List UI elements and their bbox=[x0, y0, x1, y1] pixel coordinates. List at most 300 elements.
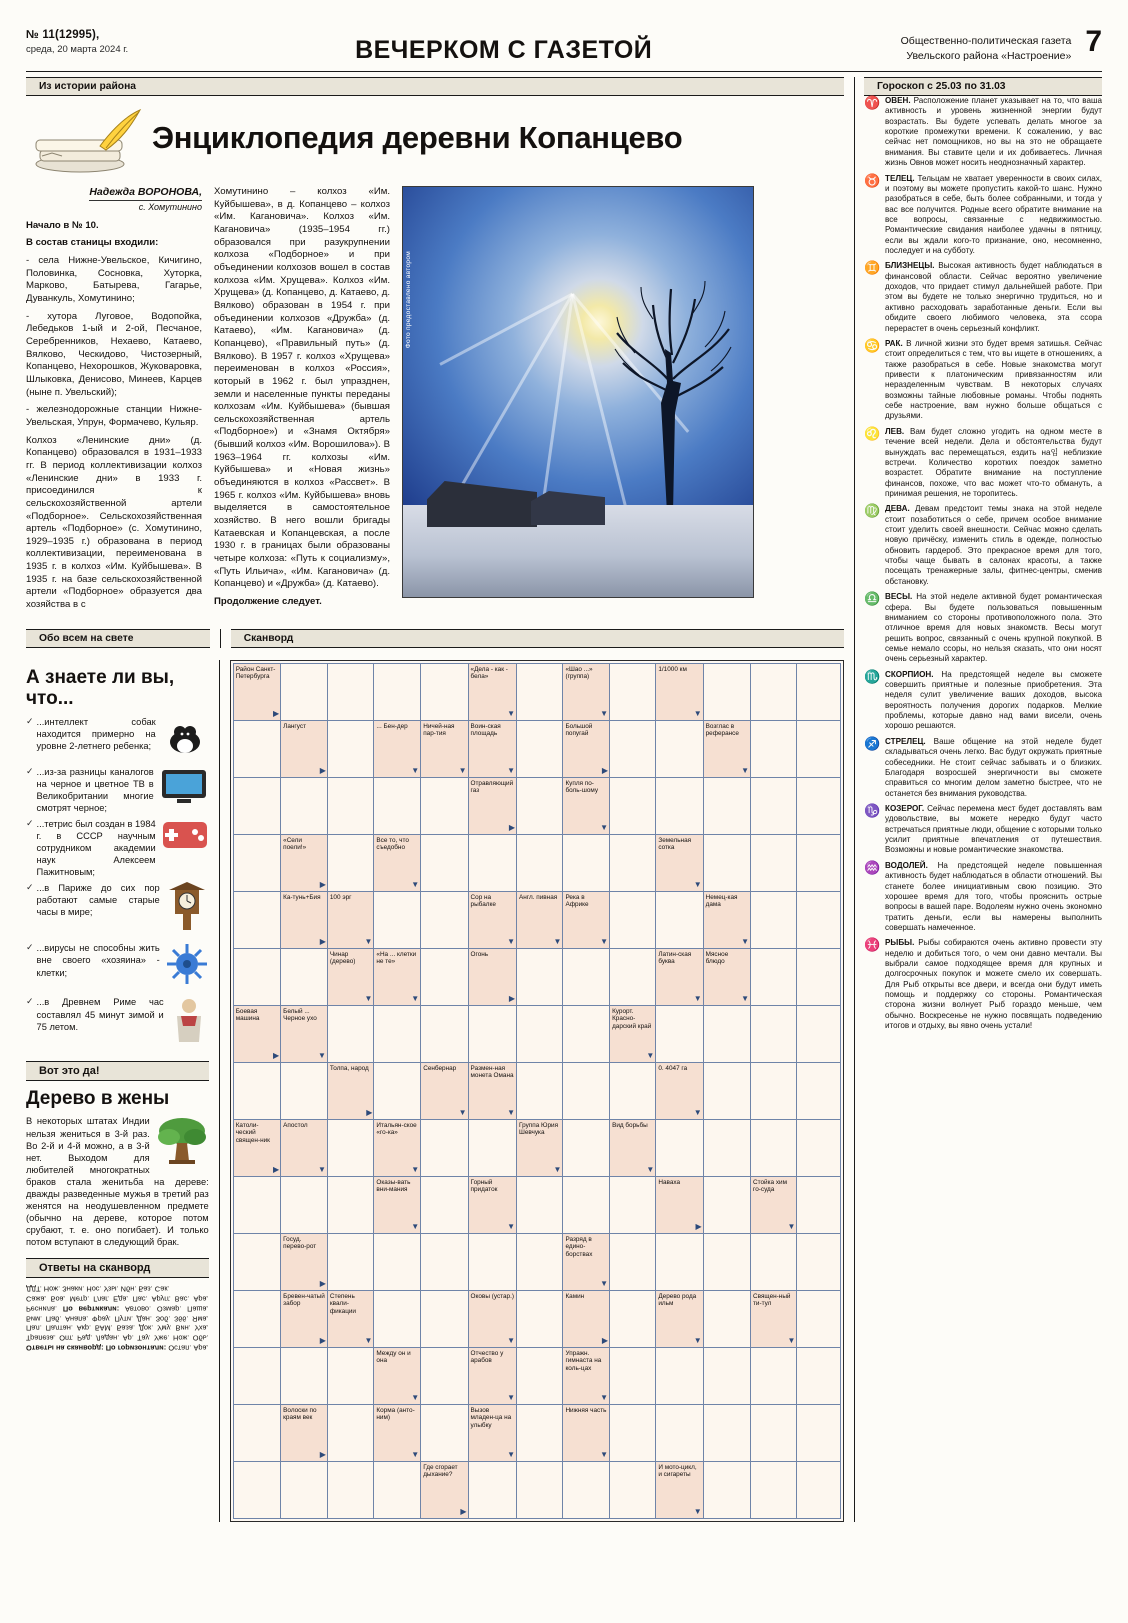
crossword-answer-cell[interactable] bbox=[610, 1290, 656, 1347]
decorative-icon bbox=[165, 882, 209, 935]
crossword-answer-cell[interactable] bbox=[751, 720, 797, 777]
crossword-clue-cell: Священ-ный ти-тул ▼ bbox=[751, 1290, 797, 1347]
crossword-answer-cell[interactable] bbox=[751, 891, 797, 948]
crossword-row bbox=[233, 1404, 840, 1461]
crossword-answer-cell[interactable] bbox=[327, 663, 374, 720]
crossword-answer-cell[interactable] bbox=[751, 948, 797, 1005]
crossword-clue-cell: Огонь ▶ bbox=[468, 948, 516, 1005]
crossword-answer-cell[interactable] bbox=[656, 1404, 703, 1461]
paragraph: - хутора Луговое, Водопойка, Лебедьков 1-ый и 2-ой, Песчаное, Серебренников, Нехаево, Катаево, Вялково, Ческидово, Чистозерный, Копанцево, Нехорошков, Жуковаровка, Шлыковка, Денисово, Минеев, Карцев (ныне п. Увельский); bbox=[26, 310, 202, 398]
crossword-answer-cell[interactable] bbox=[797, 1290, 841, 1347]
crossword-answer-cell[interactable] bbox=[656, 891, 703, 948]
crossword-row bbox=[233, 1347, 840, 1404]
crossword-answer-cell[interactable] bbox=[656, 1119, 703, 1176]
crossword-clue-cell: Сор на рыбалке ▼ bbox=[468, 891, 516, 948]
crossword-answer-cell[interactable] bbox=[751, 1347, 797, 1404]
know-item-text: ...из-за разницы каналогов на черное и цветное ТВ в Великобритании многие смотрят черное; bbox=[37, 766, 209, 814]
crossword-clue-cell: Река в Африке ▼ bbox=[563, 891, 610, 948]
crossword-answer-cell[interactable] bbox=[281, 663, 328, 720]
crossword-answer-cell[interactable] bbox=[281, 1461, 328, 1518]
crossword-row bbox=[233, 777, 840, 834]
crossword-answer-cell[interactable] bbox=[751, 1461, 797, 1518]
crossword-clue-cell: Боевая машина ▶ bbox=[233, 1005, 280, 1062]
zodiac-sign-name: ЛЕВ. bbox=[885, 426, 905, 436]
crossword-clue-cell: Размен-ная монета Омана ▼ bbox=[468, 1062, 516, 1119]
arrow-down-icon: ▼ bbox=[411, 1450, 420, 1460]
crossword-clue-cell: Чинар (дерево) ▼ bbox=[327, 948, 374, 1005]
arrow-right-icon: ▶ bbox=[366, 1108, 373, 1118]
crossword-row bbox=[233, 663, 840, 720]
crossword-clue-cell: Стойка хим го-суда ▼ bbox=[751, 1176, 797, 1233]
crossword-answer-cell[interactable] bbox=[281, 1176, 328, 1233]
crossword-answer-cell[interactable] bbox=[517, 1062, 563, 1119]
crossword-answer-cell[interactable] bbox=[421, 1347, 468, 1404]
article-title: Энциклопедия деревни Копанцево bbox=[152, 120, 683, 155]
crossword-answer-cell[interactable] bbox=[797, 834, 841, 891]
crossword-answer-cell[interactable] bbox=[610, 720, 656, 777]
masthead-rule bbox=[26, 71, 1102, 72]
crossword-answer-cell[interactable] bbox=[797, 720, 841, 777]
crossword-answer-cell[interactable] bbox=[610, 1233, 656, 1290]
crossword-clue-cell: Нижняя часть ▼ bbox=[563, 1404, 610, 1461]
arrow-down-icon: ▼ bbox=[646, 1051, 655, 1061]
arrow-right-icon: ▶ bbox=[695, 1222, 702, 1232]
arrow-down-icon: ▼ bbox=[600, 1450, 609, 1460]
decorative-icon bbox=[161, 716, 209, 759]
arrow-down-icon: ▼ bbox=[507, 1393, 515, 1403]
crossword-answer-cell[interactable] bbox=[656, 777, 703, 834]
wow-text bbox=[26, 1115, 209, 1248]
crossword-answer-cell[interactable] bbox=[610, 777, 656, 834]
crossword-answer-cell[interactable] bbox=[327, 1461, 374, 1518]
crossword-answer-cell[interactable] bbox=[703, 1233, 750, 1290]
arrow-down-icon: ▼ bbox=[787, 1222, 796, 1232]
crossword-answer-cell[interactable] bbox=[421, 1404, 468, 1461]
horoscope-column bbox=[854, 96, 1102, 1522]
check-icon: ✓ bbox=[26, 942, 34, 953]
crossword-answer-cell[interactable] bbox=[233, 777, 280, 834]
crossword-answer-cell[interactable] bbox=[421, 1290, 468, 1347]
crossword-answer-cell[interactable] bbox=[233, 720, 280, 777]
paragraph: Хомутинино – колхоз «Им. Куйбышева», в д. Копанцево – колхоз «Им. Кагановича». Колхоз «Им. Кагановича» (1935–1954 гг.) образовался при разукрупнении колхоза «Подборное» и при объединении колхозов вошел в состав колхоза «Им. Хрущева». Колхоз «Им. Хрущева» (д. Копанцево, д. Катаево, д. Вялково) образован в 1954 г. при объединении колхозов «Дружба» (д. Катаево), «Им. Кагановича» (д. Копанцево), «Правильный путь» (д. Вялково). В 1957 г. колхоз «Хрущева» переименован в колхоз «Россия», который в 1962 г. был упразднен, земли и населенные пункты переданы колхозам «Им. Куйбышева» (бывшая сельскохозяйственная артель «Подборное») и «Знамя Октября» (бывший колхоз «Им. Ворошилова»). В 1963–1964 гг. колхозы «Им. Куйбышева» и «Новая жизнь» объединяются в колхоз «Рассвет». В 1965 г. колхоз «Им. Куйбышева» вновь выделяется в самостоятельное хозяйство. В него вошли бригады Катаевская и Копанцевская, а после 1930 г. в границах были образованы четыре колхоза: «Путь к социализму», «Путь Ильича», «Им. Кагановича» (д. Копанцево) и «Дружба» (д. Катаево). bbox=[214, 186, 390, 590]
arrow-right-icon: ▶ bbox=[319, 766, 326, 776]
crossword-answer-cell[interactable] bbox=[797, 891, 841, 948]
crossword-answer-cell[interactable] bbox=[281, 777, 328, 834]
crossword-clue-cell: Католи-ческий священ-ник ▶ bbox=[233, 1119, 280, 1176]
arrow-down-icon: ▼ bbox=[364, 994, 373, 1004]
crossword-answer-cell[interactable] bbox=[703, 1461, 750, 1518]
crossword-answer-cell[interactable] bbox=[233, 1404, 280, 1461]
crossword-answer-cell[interactable] bbox=[374, 1005, 421, 1062]
check-icon: ✓ bbox=[26, 817, 34, 828]
horoscope-text: ДЕВА. Девам предстоит темы знака на этой неделе стоит позаботиться о себе, причем особое внимание стоит уделить своей внешности. Сейчас можно сделать новую причёску, изменить стиль в одежде, полностью обновить гардероб. Это прекрасное время для того, чтобы чаще бывать в салонах красоты, а также посещать тренажерные залы, фитнес-центры, сменив обстановку. bbox=[885, 504, 1102, 586]
arrow-right-icon: ▶ bbox=[508, 823, 515, 833]
bar-wow-label: Вот это да! bbox=[39, 1064, 100, 1077]
crossword-answer-cell[interactable] bbox=[656, 720, 703, 777]
left-sidebar bbox=[26, 660, 220, 1522]
crossword-clue-cell: Степень квали-фикации ▼ bbox=[327, 1290, 374, 1347]
horoscope-text: СКОРПИОН. На предстоящей неделе вы сможете совершить приятные и полезные приобретения. Эта неделя сулит увеличение ваших доходов, высока вероятность получения дорогих подарков. Мелкие проблемы, которые давно над вами висели, очень хорошо решаются. bbox=[885, 669, 1102, 731]
crossword-answer-cell[interactable] bbox=[751, 1404, 797, 1461]
crossword-answer-cell[interactable] bbox=[281, 1062, 328, 1119]
arrow-down-icon: ▼ bbox=[317, 1165, 326, 1175]
crossword-answer-cell[interactable] bbox=[233, 1062, 280, 1119]
crossword-answer-cell[interactable] bbox=[563, 1461, 610, 1518]
arrow-right-icon: ▶ bbox=[601, 1336, 609, 1346]
horoscope-item bbox=[864, 261, 1102, 334]
crossword-answer-cell[interactable] bbox=[374, 663, 421, 720]
crossword-answer-cell[interactable] bbox=[421, 777, 468, 834]
crossword-answer-cell[interactable] bbox=[610, 1404, 656, 1461]
crossword-clue-cell: Горный придаток ▼ bbox=[468, 1176, 516, 1233]
zodiac-sign-name: ДЕВА. bbox=[885, 504, 910, 514]
crossword-answer-cell[interactable] bbox=[517, 1347, 563, 1404]
know-list bbox=[26, 716, 209, 1051]
crossword-clue-cell: Вид борьбы ▼ bbox=[610, 1119, 656, 1176]
crossword-answer-cell[interactable] bbox=[610, 1461, 656, 1518]
horoscope-list bbox=[864, 96, 1102, 1032]
crossword-answer-cell[interactable] bbox=[703, 663, 750, 720]
crossword-answer-cell[interactable] bbox=[327, 720, 374, 777]
crossword-clue-cell: ... Бен-дер ▼ bbox=[374, 720, 421, 777]
crossword-answer-cell[interactable] bbox=[751, 834, 797, 891]
issue-date: среда, 20 марта 2024 г. bbox=[26, 43, 129, 55]
zodiac-1-icon: ♈ bbox=[864, 95, 881, 110]
crossword-clue-cell: Англ. пивная ▼ bbox=[517, 891, 563, 948]
crossword-clue-cell: «Дела - как - бела» ▼ bbox=[468, 663, 516, 720]
crossword-answer-cell[interactable] bbox=[610, 1062, 656, 1119]
crossword-clue-cell: Мясное блюдо ▼ bbox=[703, 948, 750, 1005]
horoscope-text: КОЗЕРОГ. Сейчас перемена мест будет доставлять вам удовольствие, вы можете нередко будут часто встречаться приятные люди, общение с которыми только усилит приятные впечатления от путешествия. Возможны и новые романтические знакомства. bbox=[885, 804, 1102, 855]
crossword-answer-cell[interactable] bbox=[517, 1404, 563, 1461]
decorative-icon bbox=[161, 818, 209, 855]
crossword-answer-cell[interactable] bbox=[797, 777, 841, 834]
crossword-clue-cell: Госуд. перево-рот ▶ bbox=[281, 1233, 328, 1290]
crossword-answer-cell[interactable] bbox=[751, 663, 797, 720]
crossword-answer-cell[interactable] bbox=[797, 948, 841, 1005]
crossword-answer-cell[interactable] bbox=[327, 777, 374, 834]
crossword-answer-cell[interactable] bbox=[327, 1119, 374, 1176]
crossword-answer-cell[interactable] bbox=[610, 663, 656, 720]
arrow-right-icon: ▶ bbox=[319, 1450, 326, 1460]
crossword-answer-cell[interactable] bbox=[703, 834, 750, 891]
arrow-down-icon: ▼ bbox=[364, 937, 373, 947]
crossword-clue-cell: Где сгорает дыхание? ▶ bbox=[421, 1461, 468, 1518]
crossword-answer-cell[interactable] bbox=[656, 1005, 703, 1062]
crossword-answer-cell[interactable] bbox=[703, 1404, 750, 1461]
crossword-answer-cell[interactable] bbox=[468, 1005, 516, 1062]
arrow-down-icon: ▼ bbox=[458, 766, 467, 776]
arrow-down-icon: ▼ bbox=[553, 937, 562, 947]
answers-horizontal-label: По горизонтали: bbox=[105, 1343, 167, 1353]
crossword-answer-cell[interactable] bbox=[327, 1347, 374, 1404]
bar-horoscope-label: Гороскоп с 25.03 по 31.03 bbox=[877, 81, 1006, 92]
crossword-answer-cell[interactable] bbox=[610, 891, 656, 948]
crossword-clue-cell: Корма (анто-ним) ▼ bbox=[374, 1404, 421, 1461]
crossword-answer-cell[interactable] bbox=[233, 948, 280, 1005]
crossword-answer-cell[interactable] bbox=[703, 1347, 750, 1404]
know-title: А знаете ли вы, что... bbox=[26, 666, 175, 709]
crossword-clue-cell: Камин ▶ bbox=[563, 1290, 610, 1347]
crossword-answer-cell[interactable] bbox=[233, 1176, 280, 1233]
crossword-answer-cell[interactable] bbox=[517, 777, 563, 834]
masthead bbox=[26, 25, 1102, 65]
crossword-clue-cell: Латин-ская буква ▼ bbox=[656, 948, 703, 1005]
crossword-answer-cell[interactable] bbox=[797, 1347, 841, 1404]
crossword-answer-cell[interactable] bbox=[421, 834, 468, 891]
arrow-down-icon: ▼ bbox=[507, 1336, 515, 1346]
crossword-answer-cell[interactable] bbox=[563, 1176, 610, 1233]
arrow-down-icon: ▼ bbox=[693, 1336, 702, 1346]
crossword-clue-cell: 1/1000 км ▼ bbox=[656, 663, 703, 720]
crossword-answer-cell[interactable] bbox=[703, 1062, 750, 1119]
crossword-clue-cell: Ка-тунь+Бия ▶ bbox=[281, 891, 328, 948]
know-item-text: ...тетрис был создан в 1984 г. в СССР научным сотрудником академии наук Алексеем Пажитновым; bbox=[37, 818, 209, 878]
arrow-down-icon: ▼ bbox=[411, 880, 420, 890]
crossword-answer-cell[interactable] bbox=[797, 1062, 841, 1119]
arrow-down-icon: ▼ bbox=[693, 1507, 702, 1517]
crossword-answer-cell[interactable] bbox=[751, 1062, 797, 1119]
crossword-answer-cell[interactable] bbox=[703, 1119, 750, 1176]
bar-scanword-label: Сканворд bbox=[243, 632, 294, 644]
photo-credit: Фото предоставлено автором bbox=[405, 251, 412, 349]
crossword-answer-cell[interactable] bbox=[468, 1119, 516, 1176]
crossword-answer-cell[interactable] bbox=[703, 777, 750, 834]
decorative-icon bbox=[159, 766, 209, 809]
crossword-answer-cell[interactable] bbox=[421, 948, 468, 1005]
crossword-answer-cell[interactable] bbox=[421, 1233, 468, 1290]
crossword-answer-cell[interactable] bbox=[751, 1119, 797, 1176]
decorative-icon bbox=[165, 942, 209, 989]
crossword-clue-cell: «Шао ...» (группа) ▼ bbox=[563, 663, 610, 720]
zodiac-sign-name: РЫБЫ. bbox=[885, 938, 915, 948]
tree-silhouette bbox=[595, 263, 745, 513]
crossword-answer-cell[interactable] bbox=[797, 663, 841, 720]
horoscope-text: ТЕЛЕЦ. Тельцам не хватает уверенности в своих силах, и поэтому вы можете пропустить какой-то шанс. Нужно разобраться в себе, быть более собранными, и тогда у вас все получится. Родные всего обратите внимание на все вопросы, связанные с недвижимостью. Романтические свидания наиболее удачны в пятницу, если вы ждали кого-то признание, оно, несомненно, последует и на субботу. bbox=[885, 173, 1102, 256]
arrow-down-icon: ▼ bbox=[364, 1336, 373, 1346]
arrow-down-icon: ▼ bbox=[600, 823, 609, 833]
crossword-answer-cell[interactable] bbox=[563, 1005, 610, 1062]
article-column-1 bbox=[26, 186, 202, 617]
crossword-answer-cell[interactable] bbox=[327, 1404, 374, 1461]
crossword-answer-cell[interactable] bbox=[610, 948, 656, 1005]
know-list-item bbox=[26, 818, 209, 878]
arrow-down-icon: ▼ bbox=[507, 709, 515, 719]
zodiac-7-icon: ♎ bbox=[864, 591, 881, 607]
crossword-answer-cell[interactable] bbox=[563, 1119, 610, 1176]
crossword-answer-cell[interactable] bbox=[281, 1347, 328, 1404]
crossword-answer-cell[interactable] bbox=[703, 1005, 750, 1062]
crossword-answer-cell[interactable] bbox=[468, 834, 516, 891]
crossword-answer-cell[interactable] bbox=[797, 1119, 841, 1176]
crossword-answer-cell[interactable] bbox=[610, 1176, 656, 1233]
crossword-answer-cell[interactable] bbox=[703, 1290, 750, 1347]
crossword-answer-cell[interactable] bbox=[610, 834, 656, 891]
crossword-answer-cell[interactable] bbox=[517, 1176, 563, 1233]
answers-title: Ответы на сканворд: bbox=[26, 1343, 104, 1353]
crossword-answer-cell[interactable] bbox=[468, 1233, 516, 1290]
crossword-row bbox=[233, 1005, 840, 1062]
horoscope-text: РЫБЫ. Рыбы собираются очень активно провести эту неделю и добиться того, о чем они давно мечтали. Вы выбрали самое подходящее время для крупных и долгосрочных покупок и можете смело их совершать. Для Рыб открыты все двери, и всегда они будут иметь помощь и поддержку со стороны. Романтическая сторона жизни волнует Рыб гораздо меньше, чем обычно. Воскресенье не нужно посвящать подведению итогов и отдыху, вы явно очень устали! bbox=[885, 938, 1102, 1031]
arrow-down-icon: ▼ bbox=[411, 1222, 420, 1232]
arrow-down-icon: ▼ bbox=[507, 1450, 515, 1460]
crossword-row bbox=[233, 1290, 840, 1347]
crossword-answer-cell[interactable] bbox=[327, 834, 374, 891]
arrow-down-icon: ▼ bbox=[507, 937, 515, 947]
crossword-clue-cell: Ничей-ная пар-тия ▼ bbox=[421, 720, 468, 777]
article-photo bbox=[402, 186, 754, 617]
bar-history-label: Из истории района bbox=[39, 81, 137, 92]
crossword-row bbox=[233, 1176, 840, 1233]
arrow-right-icon: ▶ bbox=[508, 994, 515, 1004]
arrow-down-icon: ▼ bbox=[693, 709, 702, 719]
horoscope-item bbox=[864, 427, 1102, 500]
crossword-answer-cell[interactable] bbox=[751, 1005, 797, 1062]
crossword-clue-cell: Отчество у арабов ▼ bbox=[468, 1347, 516, 1404]
crossword-answer-cell[interactable] bbox=[656, 1347, 703, 1404]
crossword-answer-cell[interactable] bbox=[517, 1461, 563, 1518]
zodiac-9-icon: ♐ bbox=[864, 735, 881, 751]
paper-kind: Общественно-политическая газета bbox=[900, 35, 1072, 47]
crossword-answer-cell[interactable] bbox=[797, 1404, 841, 1461]
crossword-row bbox=[233, 1461, 840, 1518]
arrow-down-icon: ▼ bbox=[741, 937, 749, 947]
crossword-answer-cell[interactable] bbox=[797, 1233, 841, 1290]
zodiac-sign-name: СТРЕЛЕЦ. bbox=[885, 736, 926, 746]
answers-horizontal: Остап. Ара. Трапеза. Опт. Рад. Ладан. Ар. Тау. Уже. Нож. Обь. Пал. Палтан. Акр. БАМ. База. Док. Уму. Вин. Уха. Бим. Паб. Анапа. Фрау. Пути. Дан. Зоб. 366. Яма. Реснила. bbox=[26, 1304, 209, 1353]
crossword-clue-cell: «На ... клетки не те» ▼ bbox=[374, 948, 421, 1005]
masthead-center bbox=[226, 28, 781, 65]
crossword-answer-cell[interactable] bbox=[517, 663, 563, 720]
paragraph: Начало в № 10. bbox=[26, 219, 99, 231]
zodiac-sign-name: БЛИЗНЕЦЫ. bbox=[885, 261, 935, 271]
horoscope-text: ВЕСЫ. На этой неделе активной будет романтическая сфера. Вы будете пользоваться повышенным вниманием со стороны противоположного пола. Это отличное время для новых знакомств. Весы могут решить вопрос, связанный с очень крупной покупкой. В семье немало ссоры, но нельзя сказать, что они носят очень серьезный характер. bbox=[885, 592, 1102, 664]
zodiac-sign-name: КОЗЕРОГ. bbox=[885, 804, 925, 813]
crossword-answer-cell[interactable] bbox=[751, 777, 797, 834]
crossword-answer-cell[interactable] bbox=[610, 1347, 656, 1404]
article-col1-text bbox=[26, 220, 202, 612]
arrow-right-icon: ▶ bbox=[272, 1051, 280, 1061]
zodiac-sign-name: ВОДОЛЕЙ. bbox=[885, 860, 928, 870]
crossword-row bbox=[233, 891, 840, 948]
crossword-answer-cell[interactable] bbox=[517, 1290, 563, 1347]
crossword-answer-cell[interactable] bbox=[517, 948, 563, 1005]
crossword-answer-cell[interactable] bbox=[517, 1005, 563, 1062]
crossword-answer-cell[interactable] bbox=[751, 1233, 797, 1290]
crossword-answer-cell[interactable] bbox=[374, 1290, 421, 1347]
crossword-answer-cell[interactable] bbox=[327, 1233, 374, 1290]
barn-silhouette-2 bbox=[531, 491, 605, 525]
crossword-answer-cell[interactable] bbox=[517, 834, 563, 891]
crossword-row bbox=[233, 834, 840, 891]
crossword-answer-cell[interactable] bbox=[797, 1461, 841, 1518]
horoscope-item bbox=[864, 339, 1102, 422]
arrow-down-icon: ▼ bbox=[411, 1165, 420, 1175]
crossword-answer-cell[interactable] bbox=[374, 891, 421, 948]
zodiac-sign-name: ТЕЛЕЦ. bbox=[885, 173, 915, 183]
crossword-answer-cell[interactable] bbox=[517, 1233, 563, 1290]
bar-about-all bbox=[26, 629, 210, 648]
crossword-clue-cell: 100 эрг ▼ bbox=[327, 891, 374, 948]
crossword-answer-cell[interactable] bbox=[421, 891, 468, 948]
check-icon: ✓ bbox=[26, 996, 34, 1007]
crossword-answer-cell[interactable] bbox=[233, 1290, 280, 1347]
crossword-answer-cell[interactable] bbox=[374, 777, 421, 834]
arrow-down-icon: ▼ bbox=[646, 1165, 655, 1175]
crossword-clue-cell: Упражн. гимнаста на коль-цах ▼ bbox=[563, 1347, 610, 1404]
zodiac-sign-name: ВЕСЫ. bbox=[885, 592, 913, 602]
crossword-answer-cell[interactable] bbox=[281, 948, 328, 1005]
crossword-answer-cell[interactable] bbox=[468, 1461, 516, 1518]
crossword-clue-cell: Отравляющий газ ▶ bbox=[468, 777, 516, 834]
horoscope-item bbox=[864, 861, 1102, 934]
crossword-answer-cell[interactable] bbox=[233, 1461, 280, 1518]
crossword-answer-cell[interactable] bbox=[421, 1176, 468, 1233]
crossword-row bbox=[233, 948, 840, 1005]
crossword-answer-cell[interactable] bbox=[797, 1005, 841, 1062]
crossword-answer-cell[interactable] bbox=[517, 720, 563, 777]
crossword-answer-cell[interactable] bbox=[421, 1119, 468, 1176]
check-icon: ✓ bbox=[26, 765, 34, 776]
crossword-clue-cell: Земельная сотка ▼ bbox=[656, 834, 703, 891]
crossword-clue-cell: Возглас в реферансе ▼ bbox=[703, 720, 750, 777]
zodiac-10-icon: ♑ bbox=[864, 803, 881, 818]
crossword-answer-cell[interactable] bbox=[327, 1005, 374, 1062]
crossword-answer-cell[interactable] bbox=[563, 1062, 610, 1119]
arrow-down-icon: ▼ bbox=[693, 1108, 702, 1118]
bar-answers bbox=[26, 1258, 209, 1278]
crossword-answer-cell[interactable] bbox=[563, 948, 610, 1005]
crossword-answer-cell[interactable] bbox=[374, 1233, 421, 1290]
crossword-answer-cell[interactable] bbox=[233, 834, 280, 891]
arrow-down-icon: ▼ bbox=[553, 1165, 562, 1175]
bar-scanword bbox=[231, 629, 844, 648]
horoscope-item bbox=[864, 804, 1102, 856]
bar-horoscope bbox=[864, 77, 1102, 96]
issue-number: № 11(12995), bbox=[26, 29, 100, 41]
article-author-location: с. Хомутинино bbox=[138, 201, 202, 212]
crossword-answer-cell[interactable] bbox=[233, 1347, 280, 1404]
know-list-item bbox=[26, 942, 209, 992]
crossword-clue-cell: Купля по-боль-шому ▼ bbox=[563, 777, 610, 834]
crossword-clue-cell: Воин-ская площадь ▼ bbox=[468, 720, 516, 777]
answers-text bbox=[26, 1284, 209, 1352]
know-list-item bbox=[26, 716, 209, 762]
crossword-clue-cell: Группа Юрия Шевчука ▼ bbox=[517, 1119, 563, 1176]
crossword-answer-cell[interactable] bbox=[563, 834, 610, 891]
arrow-down-icon: ▼ bbox=[693, 880, 702, 890]
crossword-answer-cell[interactable] bbox=[703, 1176, 750, 1233]
arrow-down-icon: ▼ bbox=[741, 994, 749, 1004]
crossword-row bbox=[233, 1233, 840, 1290]
crossword-answer-cell[interactable] bbox=[374, 1461, 421, 1518]
crossword-clue-cell: Район Санкт-Петербурга ▶ bbox=[233, 663, 280, 720]
crossword-answer-cell[interactable] bbox=[233, 1233, 280, 1290]
crossword-answer-cell[interactable] bbox=[327, 1176, 374, 1233]
crossword-answer-cell[interactable] bbox=[374, 1062, 421, 1119]
crossword-clue-cell: Между он и она ▼ bbox=[374, 1347, 421, 1404]
horoscope-item bbox=[864, 592, 1102, 665]
crossword-clue-cell: Курорт. Красно-дарский край ▼ bbox=[610, 1005, 656, 1062]
crossword-answer-cell[interactable] bbox=[797, 1176, 841, 1233]
crossword-answer-cell[interactable] bbox=[656, 1233, 703, 1290]
paragraph: В состав станицы входили: bbox=[26, 237, 159, 249]
crossword-answer-cell[interactable] bbox=[421, 663, 468, 720]
arrow-down-icon: ▼ bbox=[600, 1279, 609, 1289]
crossword-answer-cell[interactable] bbox=[233, 891, 280, 948]
crossword-clue-cell: Лангуст ▶ bbox=[281, 720, 328, 777]
crossword-answer-cell[interactable] bbox=[421, 1005, 468, 1062]
